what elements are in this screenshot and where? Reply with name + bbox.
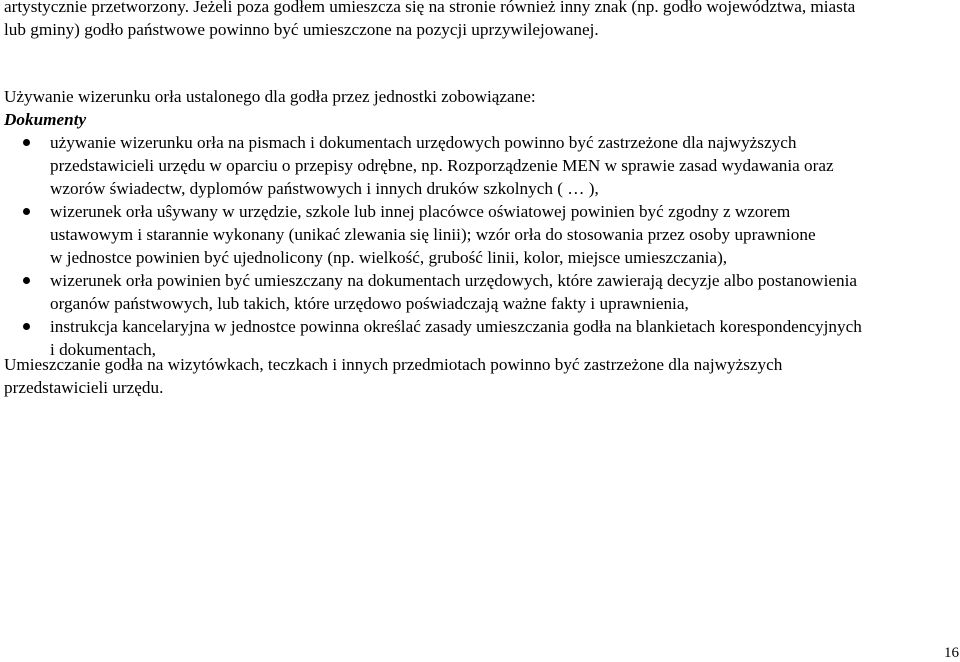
list-item	[0, 269, 862, 315]
intro-line-2: lub gminy) godło państwowe powinno być umieszczone na pozycji uprzywilejowanej.	[4, 20, 599, 39]
closing-line-1: Umieszczanie godła na wizytówkach, teczkach i innych przedmiotach powinno być zastrzeżone dla najwyższych	[4, 355, 783, 374]
bullet-1-line-2: przedstawicieli urzędu w oparciu o przepisy odrębne, np. Rozporządzenie MEN w sprawie zasad wydawania oraz	[50, 156, 834, 175]
intro-line-1: artystycznie przetworzony. Jeżeli poza godłem umieszcza się na stronie również inny znak (np. godło województwa, miasta	[4, 0, 856, 16]
closing-line-2: przedstawicieli urzędu.	[4, 378, 164, 397]
bullet-3-line-2: organów państwowych, lub takich, które urzędowo poświadczają ważne fakty i uprawnienia,	[50, 294, 689, 313]
section-subheading: Dokumenty	[4, 110, 87, 129]
intro-paragraph	[4, 0, 855, 41]
bullet-1-line-3: wzorów świadectw, dyplomów państwowych i innych druków szkolnych ( … ),	[50, 179, 599, 198]
closing-paragraph	[4, 353, 782, 399]
bullet-1-line-1: używanie wizerunku orła na pismach i dokumentach urzędowych powinno być zastrzeżone dla najwyższych	[50, 133, 797, 152]
list-item	[0, 200, 862, 269]
bullet-4-line-1: instrukcja kancelaryjna w jednostce powinna określać zasady umieszczania godła na blankietach korespondencyjnych	[50, 317, 862, 336]
bullet-2-line-2: ustawowym i starannie wykonany (unikać zlewania się linii); wzór orła do stosowania przez osoby uprawnione	[50, 225, 816, 244]
bullet-3-line-1: wizerunek orła powinien być umieszczany na dokumentach urzędowych, które zawierają decyzje albo postanowienia	[50, 271, 857, 290]
section-heading: Używanie wizerunku orła ustalonego dla godła przez jednostki zobowiązane:	[4, 87, 536, 106]
bullet-icon	[23, 323, 30, 330]
list-item	[0, 131, 862, 200]
bullet-4-line-2: i dokumentach,	[50, 340, 156, 359]
bullet-icon	[23, 139, 30, 146]
bullet-icon	[23, 277, 30, 284]
bullet-list	[0, 131, 862, 361]
bullet-2-line-3: w jednostce powinien być ujednolicony (np. wielkość, grubość linii, kolor, miejsce umieszczania),	[50, 248, 728, 267]
bullet-2-line-1: wizerunek orła uŝywany w urzędzie, szkole lub innej placówce oświatowej powinien być zgodny z wzorem	[50, 202, 791, 221]
bullet-icon	[23, 208, 30, 215]
page-number: 16	[944, 645, 959, 661]
